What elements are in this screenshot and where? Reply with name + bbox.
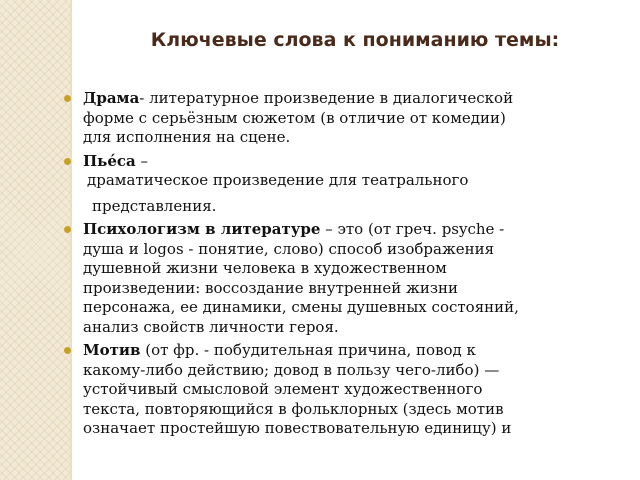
list-item-play — [63, 152, 623, 217]
definition-text: (от фр. - побудительная причина, повод к — [140, 341, 476, 359]
bullet-icon — [64, 95, 71, 102]
definition-line: форме с серьёзным сюжетом (в отличие от комедии) — [83, 108, 506, 127]
decorative-side-strip — [0, 0, 72, 480]
definition-line: персонажа, ее динамики, смены душевных состояний, — [83, 298, 519, 316]
bullet-icon — [64, 347, 71, 354]
definition-text: - литературное произведение в диалогической — [139, 89, 514, 107]
list-item-drama — [63, 89, 623, 148]
definition-line: представления. — [92, 196, 217, 215]
term-label: Мотив — [83, 341, 141, 359]
definition-line: текста, повторяющийся в фольклорных (здесь мотив — [83, 399, 504, 418]
definitions-list — [63, 89, 623, 443]
definition-text: – это (от греч. psyche - — [320, 220, 505, 238]
definition-line: произведении: воссоздание внутренней жизни — [83, 278, 459, 297]
definition-line: драматическое произведение для театрального — [87, 171, 469, 189]
definition-line: означает простейшую повествовательную единицу) и — [83, 419, 512, 437]
list-item-motif — [63, 341, 623, 439]
definition-line: анализ свойств личности героя. — [83, 317, 339, 336]
definition-text: – — [135, 151, 149, 170]
term-label: Психологизм в литературе — [83, 220, 321, 238]
definition-line: для исполнения на сцене. — [83, 128, 291, 146]
bullet-icon — [64, 158, 71, 165]
term-label: Драма — [83, 89, 140, 107]
term-label: Пьéса — [83, 151, 136, 170]
list-item-psychologism — [63, 220, 623, 337]
page-title: Ключевые слова к пониманию темы: — [150, 29, 560, 51]
definition-line: устойчивый смысловой элемент художественного — [83, 380, 483, 398]
definition-line: душевной жизни человека в художественном — [83, 259, 447, 277]
bullet-icon — [64, 226, 71, 233]
definition-line: какому-либо действию; довод в пользу чего-либо) — — [83, 360, 500, 379]
definition-line: душа и logos - понятие, слово) способ изображения — [83, 239, 495, 258]
